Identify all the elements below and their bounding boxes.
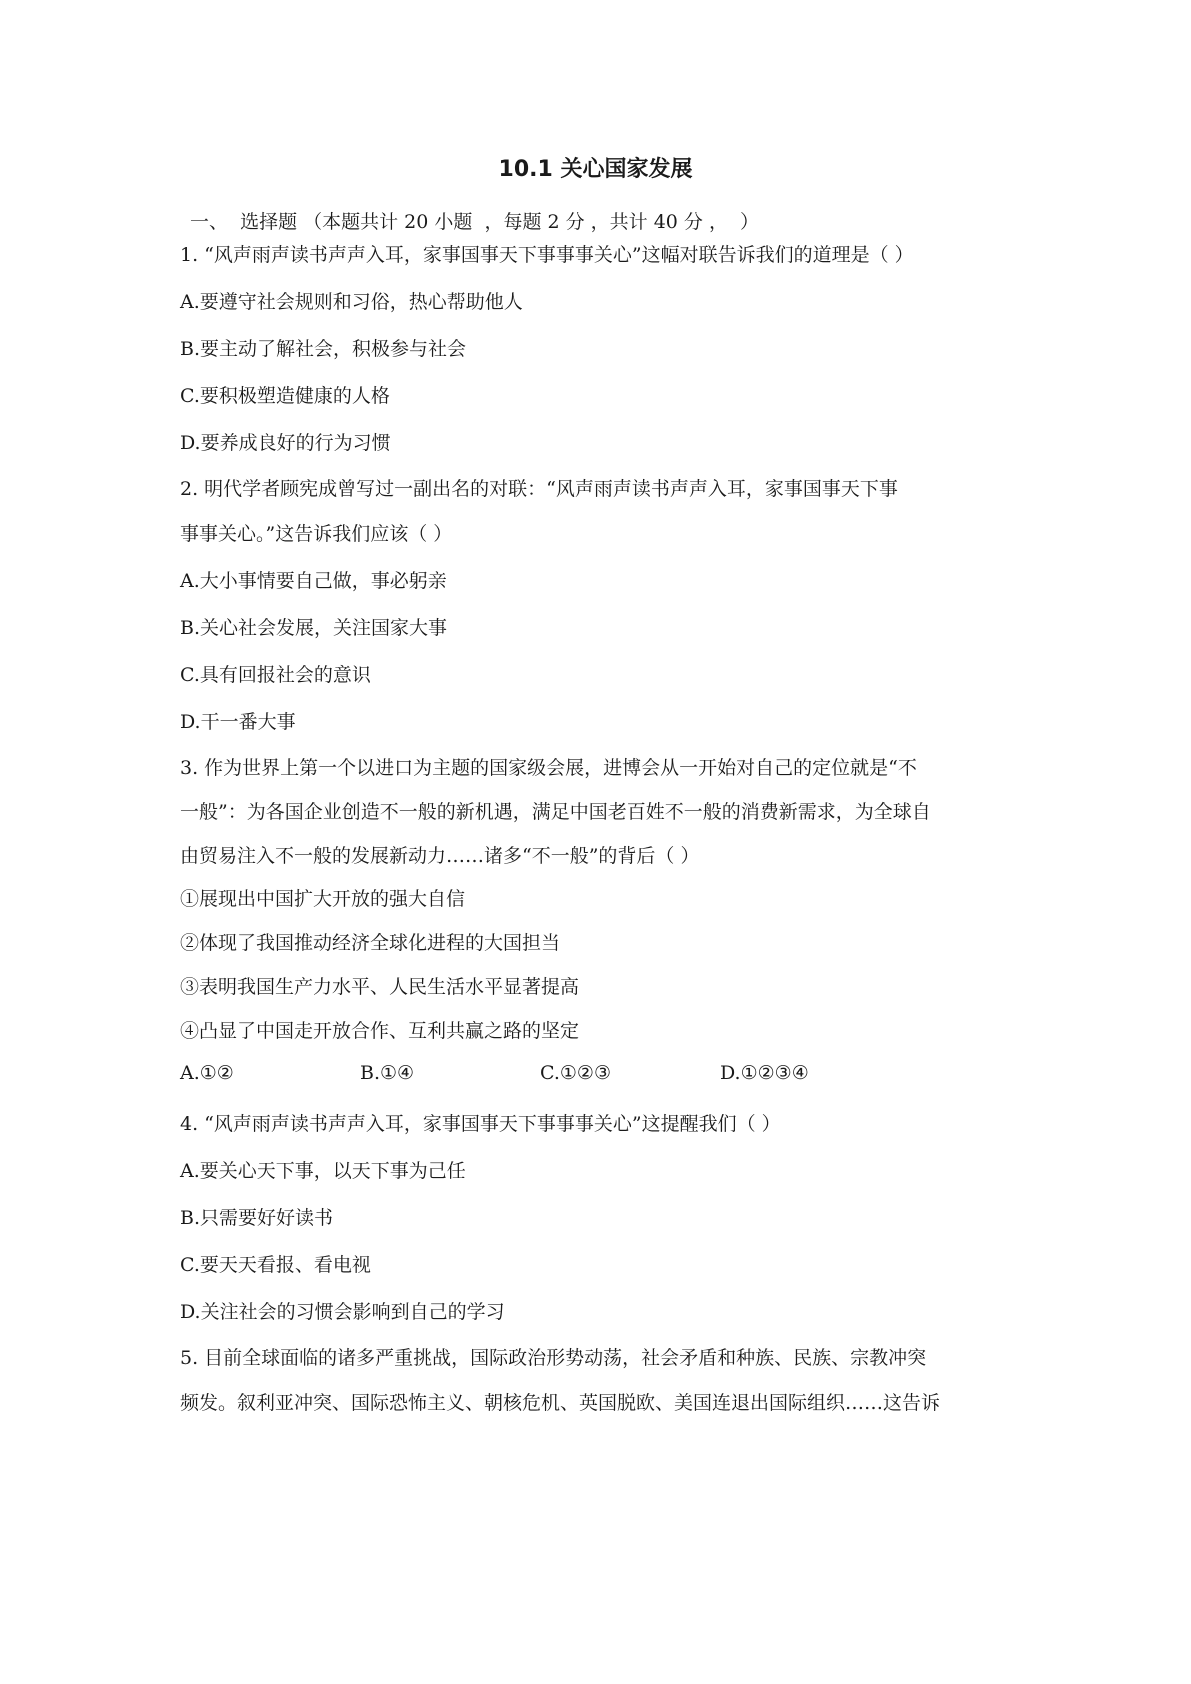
question-3-statement-3: ③表明我国生产力水平、人民生活水平显著提高 bbox=[180, 976, 580, 998]
question-4-option-d: D.关注社会的习惯会影响到自己的学习 bbox=[180, 1301, 505, 1323]
question-1-stem: 1. “风声雨声读书声声入耳，家事国事天下事事事关心”这幅对联告诉我们的道理是（ ） bbox=[180, 244, 914, 266]
question-3-statement-2: ②体现了我国推动经济全球化进程的大国担当 bbox=[180, 932, 561, 954]
question-3-option-c: C.①②③ bbox=[540, 1062, 611, 1084]
question-4-option-c: C.要天天看报、看电视 bbox=[180, 1254, 371, 1276]
question-2-option-b: B.关心社会发展，关注国家大事 bbox=[180, 617, 448, 639]
question-1-option-a: A.要遵守社会规则和习俗，热心帮助他人 bbox=[180, 291, 523, 313]
question-4-option-b: B.只需要好好读书 bbox=[180, 1207, 334, 1229]
question-2-option-c: C.具有回报社会的意识 bbox=[180, 664, 371, 686]
question-5-stem-line-2: 频发。叙利亚冲突、国际恐怖主义、朝核危机、英国脱欧、美国连退出国际组织……这告诉 bbox=[180, 1392, 941, 1414]
question-5-stem-line-1: 5. 目前全球面临的诸多严重挑战，国际政治形势动荡，社会矛盾和种族、民族、宗教冲突 bbox=[180, 1347, 927, 1369]
question-2-stem-line-2: 事事关心。”这告诉我们应该（ ） bbox=[180, 523, 453, 545]
question-4-stem: 4. “风声雨声读书声声入耳，家事国事天下事事事关心”这提醒我们（ ） bbox=[180, 1113, 781, 1135]
page-title: 10.1 关心国家发展 bbox=[498, 157, 693, 182]
question-3-statement-1: ①展现出中国扩大开放的强大自信 bbox=[180, 888, 466, 910]
question-3-stem-line-1: 3. 作为世界上第一个以进口为主题的国家级会展，进博会从一开始对自己的定位就是“不 bbox=[180, 757, 917, 779]
question-3-option-d: D.①②③④ bbox=[720, 1062, 809, 1084]
question-4-option-a: A.要关心天下事，以天下事为己任 bbox=[180, 1160, 466, 1182]
question-2-option-a: A.大小事情要自己做，事必躬亲 bbox=[180, 570, 447, 592]
question-1-option-b: B.要主动了解社会，积极参与社会 bbox=[180, 338, 467, 360]
question-1-option-d: D.要养成良好的行为习惯 bbox=[180, 432, 391, 454]
question-3-stem-line-3: 由贸易注入不一般的发展新动力……诸多“不一般”的背后（ ） bbox=[180, 845, 700, 867]
question-1-option-c: C.要积极塑造健康的人格 bbox=[180, 385, 390, 407]
question-2-option-d: D.干一番大事 bbox=[180, 711, 296, 733]
question-3-statement-4: ④凸显了中国走开放合作、互利共赢之路的坚定 bbox=[180, 1020, 580, 1042]
section-heading: 一、 选择题 （本题共计 20 小题 ，每题 2 分 ，共计 40 分 ， ） bbox=[190, 211, 760, 233]
question-3-option-b: B.①④ bbox=[360, 1062, 415, 1084]
question-3-stem-line-2: 一般”：为各国企业创造不一般的新机遇，满足中国老百姓不一般的消费新需求，为全球自 bbox=[180, 801, 931, 823]
question-2-stem-line-1: 2. 明代学者顾宪成曾写过一副出名的对联：“风声雨声读书声声入耳，家事国事天下事 bbox=[180, 478, 898, 500]
question-3-option-a: A.①② bbox=[180, 1062, 234, 1084]
